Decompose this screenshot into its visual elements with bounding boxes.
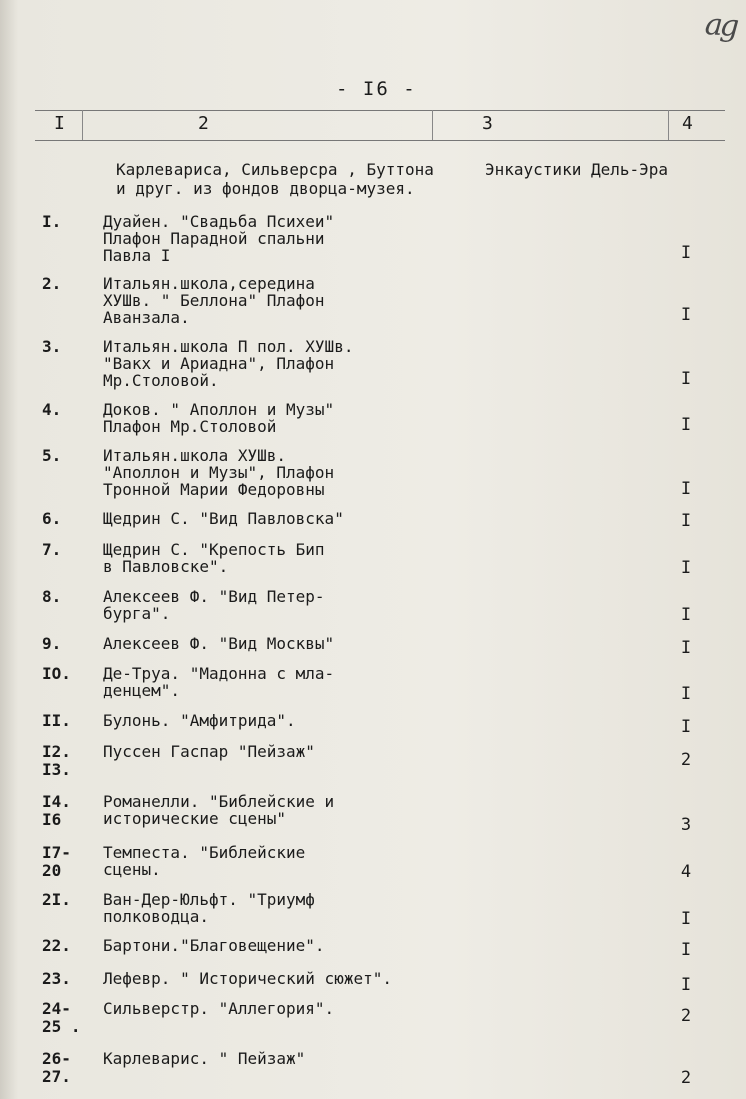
row-number: I7- 20 xyxy=(42,843,71,880)
row-quantity: 2 xyxy=(680,1068,692,1088)
row-title: Щедрин С. "Вид Павловска" xyxy=(103,509,344,528)
row-title: Итальян.школа,середина ХУШв. " Беллона" Плафон Аванзала. xyxy=(103,274,325,327)
table-top-rule xyxy=(35,110,725,111)
row-quantity: I xyxy=(680,558,692,578)
row-title: Доков. " Аполлон и Музы" Плафон Мр.Столовой xyxy=(103,400,335,436)
column-divider-2 xyxy=(432,110,433,140)
row-title: Дуайен. "Свадьба Психеи" Плафон Парадной спальни Павла I xyxy=(103,212,335,265)
row-number: 26- 27. xyxy=(42,1049,71,1086)
column-header-3: 3 xyxy=(482,113,493,134)
row-title: Щедрин С. "Крепость Бип в Павловске". xyxy=(103,540,325,576)
row-number: II. xyxy=(42,711,71,730)
row-number: 9. xyxy=(42,634,62,653)
row-title: Итальян.школа П пол. ХУШв. "Вакх и Ариадна", Плафон Мр.Столовой. xyxy=(103,337,354,390)
row-quantity: I xyxy=(680,975,692,995)
row-title: Ван-Дер-Юльфт. "Триумф полководца. xyxy=(103,890,315,926)
row-title: Пуссен Гаспар "Пейзаж" xyxy=(103,742,315,761)
row-number: 24- 25 . xyxy=(42,999,81,1036)
row-title: Алексеев Ф. "Вид Москвы" xyxy=(103,634,335,653)
column-divider-1 xyxy=(82,110,83,140)
row-quantity: I xyxy=(680,415,692,435)
row-quantity: I xyxy=(680,511,692,531)
row-number: 23. xyxy=(42,969,71,988)
row-quantity: I xyxy=(680,909,692,929)
row-title: Де-Труа. "Мадонна с мла- денцем". xyxy=(103,664,335,700)
row-number: I2. I3. xyxy=(42,742,71,779)
row-number: 4. xyxy=(42,400,62,419)
row-title: Романелли. "Библейские и исторические сцены" xyxy=(103,792,335,828)
row-quantity: I xyxy=(680,940,692,960)
row-title: Карлеварис. " Пейзаж" xyxy=(103,1049,306,1068)
row-quantity: I xyxy=(680,717,692,737)
row-number: 7. xyxy=(42,540,62,559)
column-header-4: 4 xyxy=(682,113,693,134)
row-quantity: 4 xyxy=(680,862,692,882)
row-number: I4. I6 xyxy=(42,792,71,829)
table-header-rule xyxy=(35,140,725,141)
row-title: Темпеста. "Библейские сцены. xyxy=(103,843,306,879)
row-title: Алексеев Ф. "Вид Петер- бурга". xyxy=(103,587,325,623)
row-title: Бартони."Благовещение". xyxy=(103,936,325,955)
row-number: I. xyxy=(42,212,62,231)
intro-technique: Энкаустики Дель-Эра xyxy=(485,160,669,179)
row-title: Булонь. "Амфитрида". xyxy=(103,711,296,730)
row-number: 6. xyxy=(42,509,62,528)
column-divider-3 xyxy=(668,110,669,140)
row-title: Итальян.школа ХУШв. "Аполлон и Музы", Плафон Тронной Марии Федоровны xyxy=(103,446,335,499)
page-number: - I6 - xyxy=(336,78,417,100)
row-number: 2. xyxy=(42,274,62,293)
row-quantity: I xyxy=(680,605,692,625)
row-quantity: I xyxy=(680,684,692,704)
row-number: 8. xyxy=(42,587,62,606)
column-header-1: I xyxy=(54,113,65,134)
row-quantity: I xyxy=(680,479,692,499)
row-number: 2I. xyxy=(42,890,71,909)
row-quantity: 3 xyxy=(680,815,692,835)
row-number: IO. xyxy=(42,664,71,683)
row-quantity: I xyxy=(680,369,692,389)
row-quantity: 2 xyxy=(680,1006,692,1026)
row-number: 3. xyxy=(42,337,62,356)
row-title: Лефевр. " Исторический сюжет". xyxy=(103,969,392,988)
row-quantity: 2 xyxy=(680,750,692,770)
row-quantity: I xyxy=(680,243,692,263)
column-header-2: 2 xyxy=(198,113,209,134)
row-quantity: I xyxy=(680,638,692,658)
row-quantity: I xyxy=(680,305,692,325)
row-number: 22. xyxy=(42,936,71,955)
row-title: Сильверстр. "Аллегория". xyxy=(103,999,335,1018)
archive-handwritten-mark: ag xyxy=(703,6,738,45)
intro-text: Карлевариса, Сильверсра , Буттона и друг. из фондов дворца-музея. xyxy=(116,160,434,198)
row-number: 5. xyxy=(42,446,62,465)
